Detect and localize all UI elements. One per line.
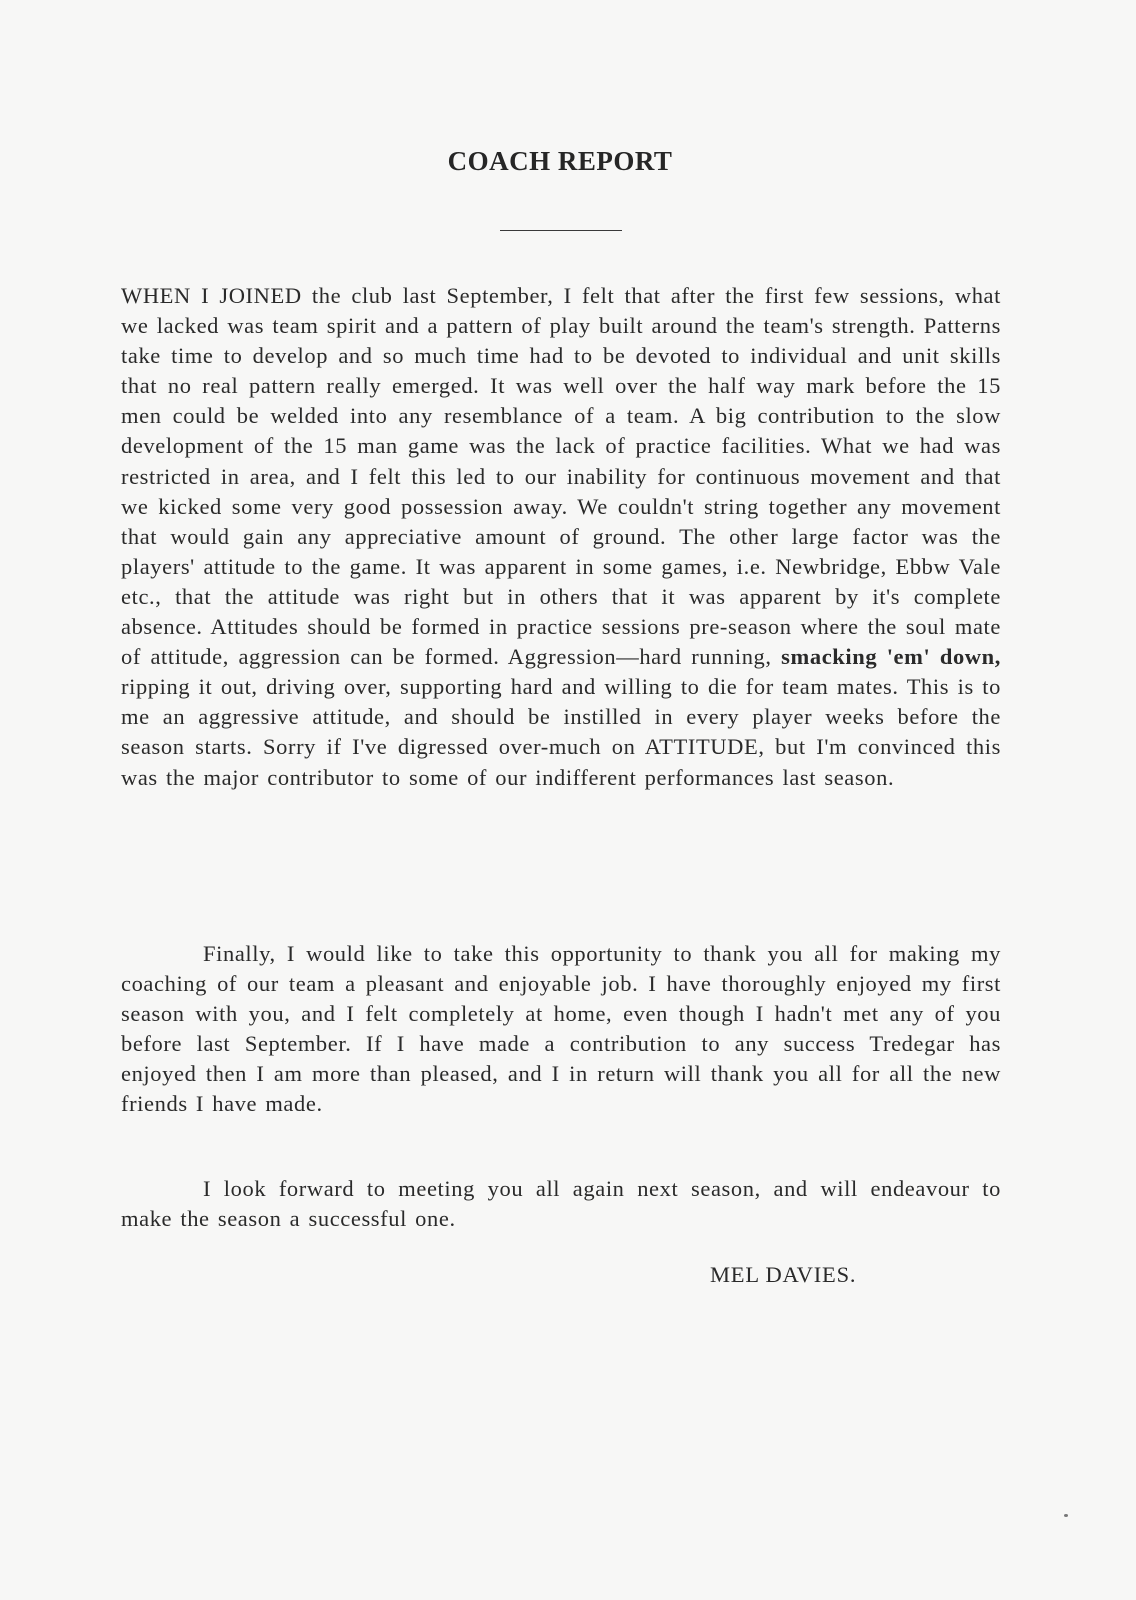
paragraph-1-emphasis: smacking 'em' down, — [781, 644, 1001, 670]
paragraph-1-lead: WHEN I JOINED the club last September, I felt that after the first few sessions, what we lacked was team spirit and a pattern of play built around the team's strength. Patterns take time to develop and so much time had to be devoted to individual and unit skills that no real pattern really emerged. It was well over the half way mark before the 15 men could be welded into any resemblance of a team. A big contribution to the slow development of the 15 man game was the lack of practice facilities. What we had was restricted in area, and I felt this led to our inability for continuous movement and that we kicked some very good possession away. We couldn't string together any movement that would gain any appreciative amount of ground. The other large factor was the players' attitude to the game. It was apparent in some games, i.e. Newbridge, Ebbw Vale etc., that the attitude was right but in others that it was apparent by it's complete absence. Attitudes should be formed in practice sessions pre-season where the soul mate of attitude, aggression can be formed. Aggression—hard running, — [121, 283, 1001, 670]
title-divider — [500, 230, 622, 231]
paragraph-1-tail: ripping it out, driving over, supporting hard and willing to die for team mates. This is to me an aggressive attitude, and should be instilled in every player weeks before the season starts. Sorry if I've digressed over-much on ATTITUDE, but I'm convinced this was the major contributor to some of our indifferent performances last season. — [121, 674, 1001, 790]
body-paragraph-1 — [121, 281, 1001, 793]
body-paragraph-2: Finally, I would like to take this opportunity to thank you all for making my coaching of our team a pleasant and enjoyable job. I have thoroughly enjoyed my first season with you, and I felt completely at home, even though I hadn't met any of you before last September. If I have made a contribution to any success Tredegar has enjoyed then I am more than pleased, and I in return will thank you all for all the new friends I have made. — [121, 941, 1001, 1117]
body-paragraph-3: I look forward to meeting you all again next season, and will endeavour to make the season a successful one. — [121, 1176, 1001, 1232]
page-title: COACH REPORT — [447, 146, 673, 176]
signature: MEL DAVIES. — [710, 1262, 857, 1287]
paper-speck — [1064, 1514, 1068, 1517]
